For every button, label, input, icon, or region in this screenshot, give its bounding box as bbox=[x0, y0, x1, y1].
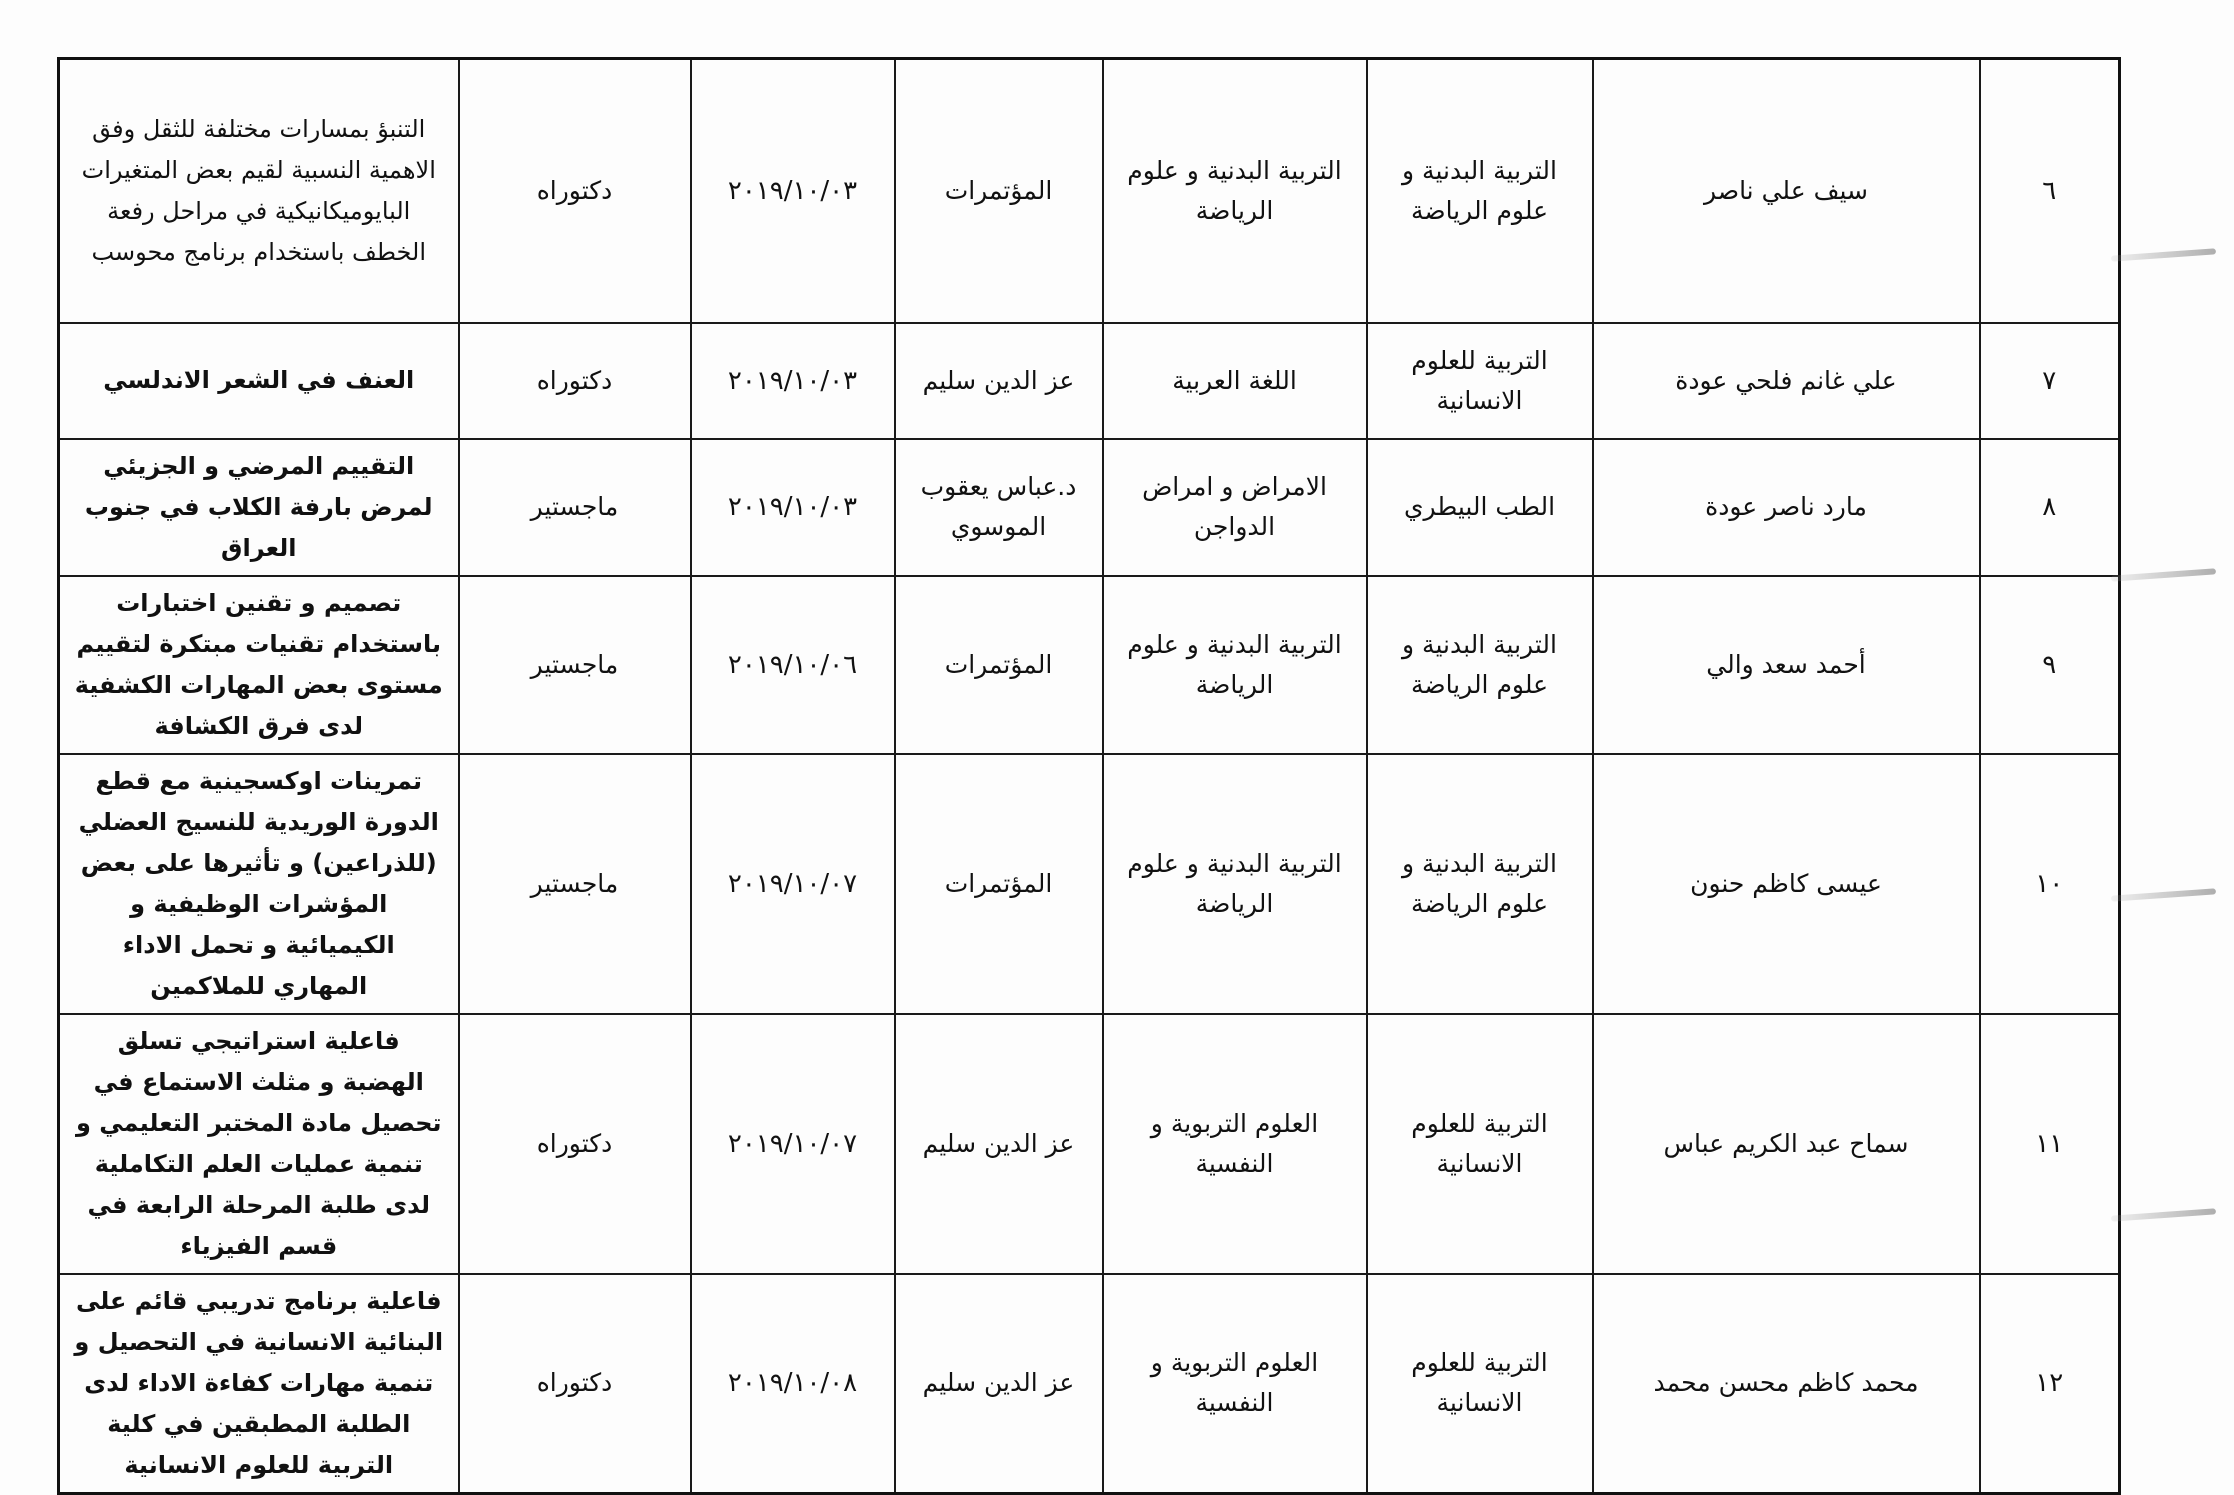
college: التربية البدنية و علوم الرياضة bbox=[1367, 59, 1593, 323]
thesis-defense-table-container bbox=[57, 57, 2121, 1495]
student-name: محمد كاظم محسن محمد bbox=[1593, 1274, 1980, 1494]
row-index: ١٢ bbox=[1980, 1274, 2120, 1494]
student-name: أحمد سعد والي bbox=[1593, 576, 1980, 754]
table-row bbox=[59, 59, 2120, 323]
defense-date: ٢٠١٩/١٠/٠٣ bbox=[691, 59, 895, 323]
scan-smudge-mark bbox=[2111, 1208, 2216, 1221]
scan-smudge-mark bbox=[2111, 248, 2216, 261]
college: التربية للعلوم الانسانية bbox=[1367, 1014, 1593, 1274]
thesis-title: فاعلية برنامج تدريبي قائم على البنائية الانسانية في التحصيل و تنمية مهارات كفاءة الاداء لدى الطلبة المطبقين في كلية التربية للعلوم الانسانية bbox=[59, 1274, 459, 1494]
department: العلوم التربوية و النفسية bbox=[1103, 1014, 1367, 1274]
degree: ماجستير bbox=[459, 576, 691, 754]
department: التربية البدنية و علوم الرياضة bbox=[1103, 754, 1367, 1014]
row-index: ٨ bbox=[1980, 439, 2120, 576]
college: التربية البدنية و علوم الرياضة bbox=[1367, 576, 1593, 754]
row-index: ٦ bbox=[1980, 59, 2120, 323]
thesis-defense-table bbox=[57, 57, 2121, 1495]
student-name: سماح عبد الكريم عباس bbox=[1593, 1014, 1980, 1274]
student-name: سيف علي ناصر bbox=[1593, 59, 1980, 323]
student-name: علي غانم فلحي عودة bbox=[1593, 323, 1980, 439]
degree: دكتوراه bbox=[459, 1274, 691, 1494]
department: التربية البدنية و علوم الرياضة bbox=[1103, 59, 1367, 323]
venue: عز الدين سليم bbox=[895, 1274, 1103, 1494]
student-name: مارد ناصر عودة bbox=[1593, 439, 1980, 576]
department: الامراض و امراض الدواجن bbox=[1103, 439, 1367, 576]
thesis-title: تصميم و تقنين اختبارات باستخدام تقنيات مبتكرة لتقييم مستوى بعض المهارات الكشفية لدى فرق الكشافة bbox=[59, 576, 459, 754]
college: التربية للعلوم الانسانية bbox=[1367, 1274, 1593, 1494]
venue: المؤتمرات bbox=[895, 754, 1103, 1014]
thesis-title: التنبؤ بمسارات مختلفة للثقل وفق الاهمية النسبية لقيم بعض المتغيرات البايوميكانيكية في مراحل رفعة الخطف باستخدام برنامج محوسب bbox=[59, 59, 459, 323]
degree: دكتوراه bbox=[459, 1014, 691, 1274]
defense-date: ٢٠١٩/١٠/٠٦ bbox=[691, 576, 895, 754]
college: التربية للعلوم الانسانية bbox=[1367, 323, 1593, 439]
defense-date: ٢٠١٩/١٠/٠٣ bbox=[691, 323, 895, 439]
thesis-title: العنف في الشعر الاندلسي bbox=[59, 323, 459, 439]
defense-date: ٢٠١٩/١٠/٠٧ bbox=[691, 1014, 895, 1274]
table-row bbox=[59, 754, 2120, 1014]
thesis-title: فاعلية استراتيجي تسلق الهضبة و مثلث الاستماع في تحصيل مادة المختبر التعليمي و تنمية عمليات العلم التكاملية لدى طلبة المرحلة الرابعة في قسم الفيزياء bbox=[59, 1014, 459, 1274]
scan-smudge-mark bbox=[2111, 568, 2216, 581]
degree: ماجستير bbox=[459, 754, 691, 1014]
department: التربية البدنية و علوم الرياضة bbox=[1103, 576, 1367, 754]
row-index: ٧ bbox=[1980, 323, 2120, 439]
venue: عز الدين سليم bbox=[895, 323, 1103, 439]
department: اللغة العربية bbox=[1103, 323, 1367, 439]
thesis-title: التقييم المرضي و الجزيئي لمرض بارفة الكلاب في جنوب العراق bbox=[59, 439, 459, 576]
thesis-title: تمرينات اوكسجينية مع قطع الدورة الوريدية للنسيج العضلي (للذراعين) و تأثيرها على بعض المؤشرات الوظيفية و الكيميائية و تحمل الاداء المهاري للملاكمين bbox=[59, 754, 459, 1014]
defense-date: ٢٠١٩/١٠/٠٣ bbox=[691, 439, 895, 576]
defense-date: ٢٠١٩/١٠/٠٧ bbox=[691, 754, 895, 1014]
row-index: ١١ bbox=[1980, 1014, 2120, 1274]
degree: دكتوراه bbox=[459, 59, 691, 323]
venue: المؤتمرات bbox=[895, 59, 1103, 323]
table-row bbox=[59, 1014, 2120, 1274]
table-row bbox=[59, 439, 2120, 576]
table-row bbox=[59, 323, 2120, 439]
row-index: ١٠ bbox=[1980, 754, 2120, 1014]
student-name: عيسى كاظم حنون bbox=[1593, 754, 1980, 1014]
venue: المؤتمرات bbox=[895, 576, 1103, 754]
defense-date: ٢٠١٩/١٠/٠٨ bbox=[691, 1274, 895, 1494]
degree: ماجستير bbox=[459, 439, 691, 576]
college: الطب البيطري bbox=[1367, 439, 1593, 576]
scan-smudge-mark bbox=[2111, 888, 2216, 901]
table-row bbox=[59, 1274, 2120, 1494]
venue: د.عباس يعقوب الموسوي bbox=[895, 439, 1103, 576]
department: العلوم التربوية و النفسية bbox=[1103, 1274, 1367, 1494]
venue: عز الدين سليم bbox=[895, 1014, 1103, 1274]
degree: دكتوراه bbox=[459, 323, 691, 439]
college: التربية البدنية و علوم الرياضة bbox=[1367, 754, 1593, 1014]
row-index: ٩ bbox=[1980, 576, 2120, 754]
table-row bbox=[59, 576, 2120, 754]
